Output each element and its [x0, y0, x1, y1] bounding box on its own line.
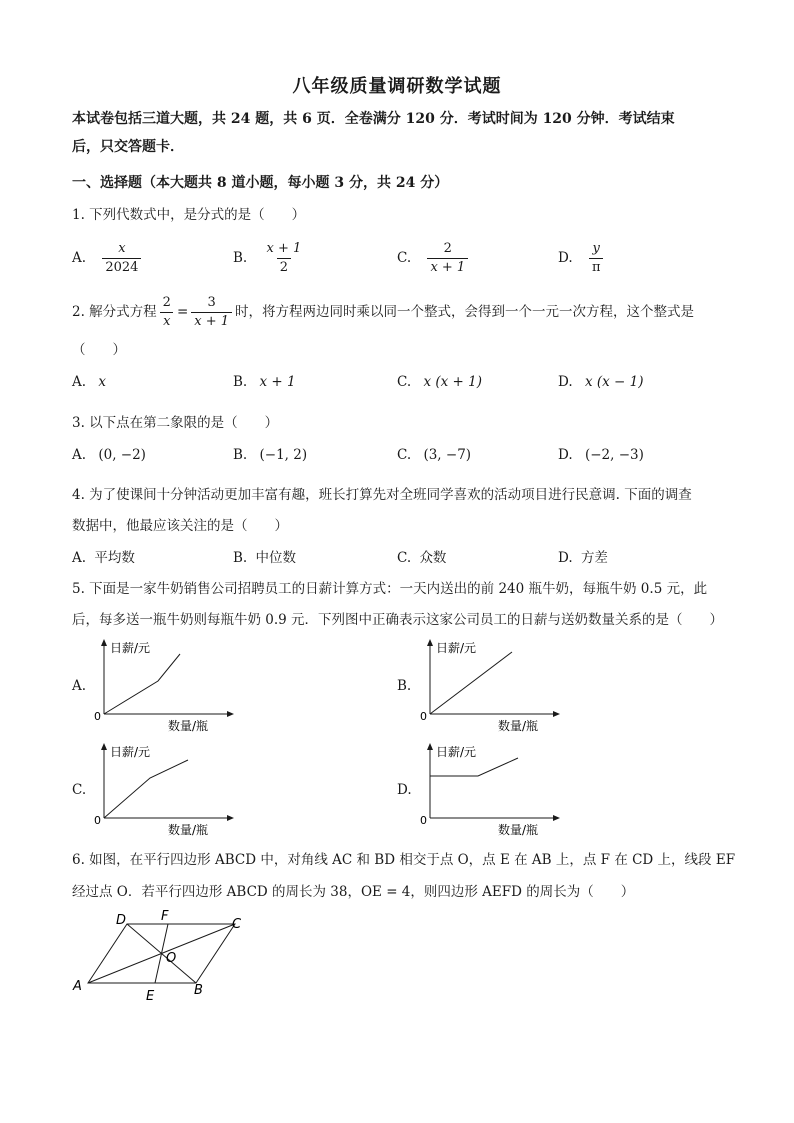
- q1-d-numerator: y: [592, 241, 600, 256]
- q1-a-denominator: 2024: [102, 258, 141, 277]
- q3-stem: 3. 以下点在第二象限的是（ ）: [72, 415, 279, 431]
- label-c: C: [232, 917, 242, 932]
- x-axis-arrow-icon: [227, 815, 234, 821]
- q6-line-2: 经过点 O．若平行四边形 ABCD 的周长为 38，OE = 4，则四边形 AEFD 的周长为（ ）: [72, 884, 635, 900]
- q2-option-a-text: x: [98, 374, 106, 390]
- q2-equals: =: [176, 304, 189, 320]
- q1-option-b[interactable]: [233, 240, 307, 277]
- origin-label: 0: [94, 814, 101, 827]
- label-a: A: [73, 979, 82, 994]
- q4-line-1: 4. 为了使课间十分钟活动更加丰富有趣，班长打算先对全班同学喜欢的活动项目进行民意调. 下面的调查: [72, 487, 692, 503]
- q2-prefix: 2. 解分式方程: [72, 304, 157, 320]
- page-title: 八年级质量调研数学试题: [292, 76, 502, 97]
- q1-option-a[interactable]: [72, 240, 144, 277]
- q5-option-b[interactable]: B.: [397, 678, 412, 694]
- x-axis-arrow-icon: [227, 711, 234, 717]
- q4-option-a[interactable]: [72, 546, 135, 566]
- section-1-heading: 一、选择题（本大题共 8 道小题，每小题 3 分，共 24 分）: [72, 175, 449, 191]
- q2-left-denominator: x: [160, 312, 173, 331]
- q3-option-c-text: (3, −7): [423, 447, 472, 463]
- label-e: E: [146, 989, 155, 1004]
- q1-option-d[interactable]: [558, 240, 606, 277]
- q5-option-d[interactable]: D.: [397, 782, 412, 798]
- q1-stem: 1. 下列代数式中，是分式的是（ ）: [72, 207, 306, 223]
- q5-option-a[interactable]: A.: [72, 678, 87, 694]
- q2-option-c-text: x (x + 1): [423, 374, 482, 390]
- q4-option-c-label: C.: [397, 550, 412, 566]
- q1-c-numerator: 2: [443, 241, 452, 256]
- y-axis-arrow-icon: [101, 639, 107, 646]
- q1-option-a-label: A.: [72, 250, 87, 266]
- y-axis-arrow-icon: [427, 639, 433, 646]
- origin-label: 0: [420, 710, 427, 723]
- q4-option-a-label: A.: [72, 550, 87, 566]
- q3-option-a-text: (0, −2): [98, 447, 146, 463]
- x-label: 数量/瓶: [498, 719, 539, 732]
- q2-right-denominator: x + 1: [191, 312, 232, 331]
- q3-option-b-text: (−1, 2): [259, 447, 308, 463]
- q4-line-2: 数据中，他最应该关注的是（ ）: [72, 518, 288, 534]
- q6-parallelogram-figure: [70, 904, 250, 1004]
- q3-option-b[interactable]: [233, 447, 307, 463]
- x-label: 数量/瓶: [168, 823, 209, 836]
- graph-line: [104, 760, 188, 818]
- q2-option-b-label: B.: [233, 374, 248, 390]
- x-axis-arrow-icon: [553, 711, 560, 717]
- q4-option-d-text: 方差: [580, 550, 608, 566]
- q5-graph-d: [414, 740, 564, 836]
- y-axis-arrow-icon: [101, 743, 107, 750]
- q1-b-denominator: 2: [277, 258, 291, 277]
- q2-option-c-label: C.: [397, 374, 412, 390]
- origin-label: 0: [94, 710, 101, 723]
- q2-option-a-label: A.: [72, 374, 87, 390]
- q1-option-b-label: B.: [233, 250, 248, 266]
- label-b: B: [194, 983, 203, 998]
- q2-paren: （ ）: [72, 342, 126, 358]
- q5-graph-c: [88, 740, 238, 836]
- q3-option-b-label: B.: [233, 447, 248, 463]
- q5-option-c[interactable]: C.: [72, 782, 87, 798]
- q3-option-a[interactable]: [72, 447, 146, 463]
- q2-option-b-text: x + 1: [259, 374, 296, 390]
- origin-label: 0: [420, 814, 427, 827]
- x-label: 数量/瓶: [168, 719, 209, 732]
- q1-a-numerator: x: [118, 241, 126, 256]
- q1-option-c-label: C.: [397, 250, 412, 266]
- graph-line: [430, 652, 512, 714]
- intro-line-2: 后，只交答题卡．: [72, 139, 184, 155]
- q3-option-d-label: D.: [558, 447, 573, 463]
- q3-option-d[interactable]: [558, 447, 644, 463]
- q2-stem: [72, 294, 694, 331]
- q3-option-a-label: A.: [72, 447, 87, 463]
- q3-option-d-text: (−2, −3): [584, 447, 644, 463]
- x-label: 数量/瓶: [498, 823, 539, 836]
- label-d: D: [116, 913, 127, 928]
- label-o: O: [166, 951, 177, 966]
- q2-option-a[interactable]: [72, 374, 106, 390]
- y-label: 日薪/元: [436, 745, 477, 759]
- q1-b-numerator: x + 1: [266, 241, 302, 256]
- q2-option-c[interactable]: [397, 374, 482, 390]
- q1-option-d-label: D.: [558, 250, 573, 266]
- q5-line-2: 后，每多送一瓶牛奶则每瓶牛奶 0.9 元．下列图中正确表示这家公司员工的日薪与送奶数量关系的是（ ）: [72, 612, 724, 628]
- q4-option-c[interactable]: [397, 546, 446, 566]
- y-label: 日薪/元: [110, 641, 151, 655]
- q2-option-d-text: x (x − 1): [584, 374, 644, 390]
- y-label: 日薪/元: [436, 641, 477, 655]
- q3-option-c[interactable]: [397, 447, 471, 463]
- q4-option-b[interactable]: [233, 546, 296, 566]
- q3-option-c-label: C.: [397, 447, 412, 463]
- label-f: F: [161, 909, 169, 924]
- q2-left-numerator: 2: [162, 295, 171, 310]
- graph-line: [430, 758, 518, 776]
- q5-graph-b: [414, 636, 564, 732]
- graph-line: [104, 654, 180, 714]
- q2-suffix: 时，将方程两边同时乘以同一个整式，会得到一个一元一次方程，这个整式是: [235, 304, 695, 320]
- q4-option-b-label: B.: [233, 550, 248, 566]
- y-label: 日薪/元: [110, 745, 151, 759]
- q5-graph-a: [88, 636, 238, 732]
- q1-d-denominator: π: [589, 258, 604, 277]
- intro-line-1: 本试卷包括三道大题，共 24 题，共 6 页．全卷满分 120 分．考试时间为 120 分钟．考试结束: [72, 111, 675, 127]
- q1-option-c[interactable]: [397, 240, 471, 277]
- q2-right-numerator: 3: [207, 295, 216, 310]
- q4-option-d-label: D.: [558, 550, 573, 566]
- q1-c-denominator: x + 1: [427, 258, 468, 277]
- q5-line-1: 5. 下面是一家牛奶销售公司招聘员工的日薪计算方式：一天内送出的前 240 瓶牛奶，每瓶牛奶 0.5 元，此: [72, 581, 708, 597]
- q2-option-d[interactable]: [558, 374, 643, 390]
- q6-line-1: 6. 如图，在平行四边形 ABCD 中，对角线 AC 和 BD 相交于点 O，点 E 在 AB 上，点 F 在 CD 上，线段 EF: [72, 852, 736, 868]
- y-axis-arrow-icon: [427, 743, 433, 750]
- q4-option-b-text: 中位数: [255, 550, 297, 566]
- q2-option-d-label: D.: [558, 374, 573, 390]
- q4-option-a-text: 平均数: [94, 550, 135, 566]
- q4-option-c-text: 众数: [419, 550, 447, 566]
- q4-option-d[interactable]: [558, 546, 608, 566]
- q2-option-b[interactable]: [233, 374, 296, 390]
- x-axis-arrow-icon: [553, 815, 560, 821]
